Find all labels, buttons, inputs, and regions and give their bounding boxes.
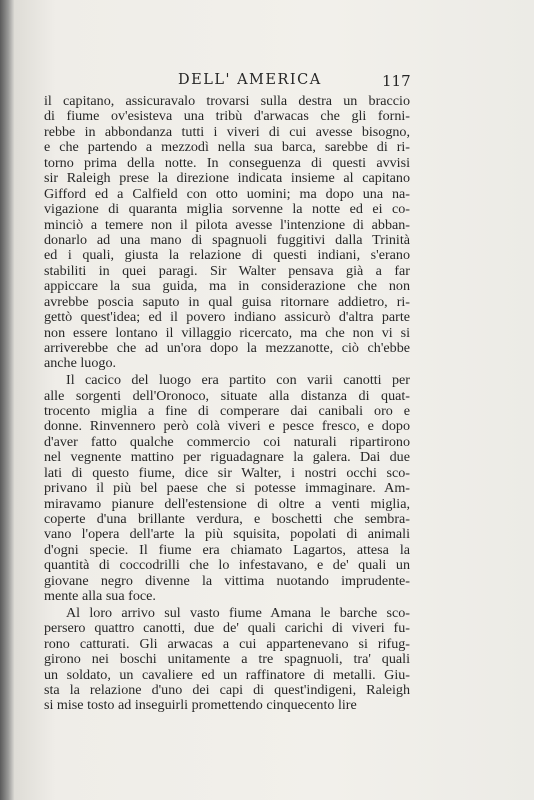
text-line: alle sorgenti dell'Oronoco, situate alla distanza di quat- xyxy=(44,388,410,404)
page-number: 117 xyxy=(382,72,411,90)
text-line: appiccare la sua guida, ma in considerazione che non xyxy=(44,279,410,295)
paragraph xyxy=(44,606,410,714)
text-line: Il cacico del luogo era partito con varii canotti per xyxy=(66,373,410,389)
text-line: donne. Rinvennero però colà viveri e pesce fresco, e dopo xyxy=(44,419,410,435)
text-line: rebbe in abbondanza tutti i viveri di cui avesse bisogno, xyxy=(44,124,410,140)
text-line: sta la relazione d'uno dei capi di quest'indigeni, Raleigh xyxy=(44,683,410,698)
text-line: il capitano, assicuravalo trovarsi sulla destra un braccio xyxy=(44,94,410,109)
text-line: girono nei boschi unitamente a tre spagnuoli, tra' quali xyxy=(44,652,410,668)
text-line: vigazione di quaranta miglia sorvenne la notte ed ei co- xyxy=(44,202,410,218)
text-line: avrebbe poscia saputo in qual guisa ritornare addietro, ri- xyxy=(44,294,410,310)
text-line: arriverebbe che ad un'ora dopo la mezzanotte, ciò ch'ebbe xyxy=(44,341,410,356)
book-spine-shadow xyxy=(0,0,14,800)
text-line: privano il più bel paese che si potesse immaginare. Am- xyxy=(44,481,410,497)
text-line: torno prima della notte. In conseguenza di questi avvisi xyxy=(44,155,410,171)
text-line: d'aver fatto qualche commercio coi naturali ripartirono xyxy=(44,434,410,450)
text-line: stabiliti in quei paragi. Sir Walter pensava già a far xyxy=(44,263,410,279)
body-text xyxy=(44,94,410,714)
text-line: e che partendo a mezzodì nella sua barca, sarebbe di ri- xyxy=(44,140,410,156)
text-line: vano l'opera dell'arte la più squisita, popolati di animali xyxy=(44,527,410,543)
text-line: miravamo pianure dell'estensione di oltre a venti miglia, xyxy=(44,496,410,512)
text-line: non essere lontano il villaggio ricercato, ma che non vi si xyxy=(44,325,410,341)
page-header xyxy=(0,72,534,94)
text-line: coperte d'una brillante verdura, e boschetti che sembra- xyxy=(44,512,410,527)
text-line: persero quattro canotti, due de' quali carichi di viveri fu- xyxy=(44,621,410,637)
text-line: lati di questo fiume, dice sir Walter, i nostri occhi sco- xyxy=(44,465,410,481)
text-line: quantità di coccodrilli che lo infestavano, e de' quali un xyxy=(44,558,410,574)
paragraph xyxy=(44,373,410,605)
text-line: Al loro arrivo sul vasto fiume Amana le barche sco- xyxy=(66,605,410,621)
text-line: giovane negro divenne la vittima nuotando imprudente- xyxy=(44,573,410,589)
text-line: sir Raleigh prese la direzione indicata insieme al capitano xyxy=(44,171,410,187)
text-line: si mise tosto ad inseguirli promettendo cinquecento lire xyxy=(44,698,357,714)
text-line: rono catturati. Gli arwacas a cui appartenevano si rifug- xyxy=(44,636,410,652)
text-line: mente alla sua foce. xyxy=(44,589,156,605)
paragraph xyxy=(44,94,410,372)
text-line: Gifford ed a Calfield con otto uomini; ma dopo una na- xyxy=(44,186,410,202)
text-line: donarlo ad una mano di spagnuoli fuggitivi dalla Trinità xyxy=(44,232,410,248)
text-line: anche luogo. xyxy=(44,356,117,372)
text-line: nel vegnente mattino per riguadagnare la galera. Dai due xyxy=(44,450,410,466)
text-line: d'ogni specie. Il fiume era chiamato Lagartos, attesa la xyxy=(44,542,410,558)
text-line: ed i quali, giusta la relazione di questi indiani, s'erano xyxy=(44,248,410,264)
running-head: DELL' AMERICA xyxy=(178,72,322,88)
text-line: di fiume ov'esisteva una tribù d'arwacas che gli forni- xyxy=(44,109,410,125)
text-line: minciò a temere non il pilota avesse l'intenzione di abban- xyxy=(44,217,410,233)
text-line: gettò quest'idea; ed il povero indiano assicurò d'altra parte xyxy=(44,310,410,326)
text-line: trocento miglia a fine di comperare dai canibali oro e xyxy=(44,403,410,419)
text-line: un soldato, un cavaliere ed un raffinatore di metalli. Giu- xyxy=(44,667,410,683)
